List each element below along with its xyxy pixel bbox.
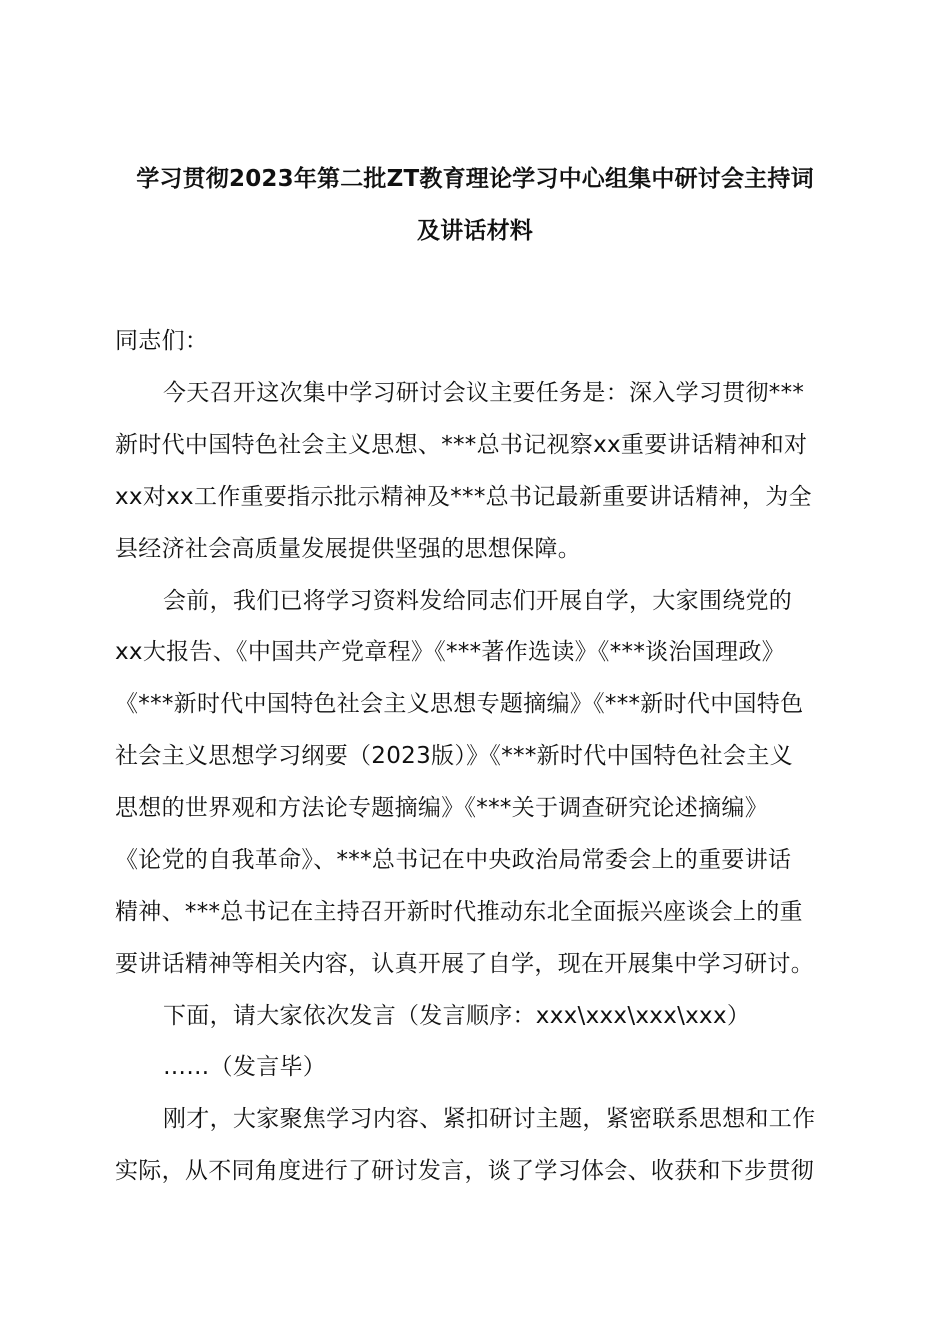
paragraph-2-line-3: 《***新时代中国特色社会主义思想专题摘编》《***新时代中国特色 <box>115 691 804 717</box>
paragraph-2-line-5: 思想的世界观和方法论专题摘编》《***关于调查研究论述摘编》 <box>115 795 768 821</box>
paragraph-2-line-2: xx大报告、《中国共产党章程》《***著作选读》《***谈治国理政》 <box>115 639 785 665</box>
document-title-line-2: 及讲话材料 <box>417 218 533 244</box>
paragraph-1-line-3: xx对xx工作重要指示批示精神及***总书记最新重要讲话精神，为全 <box>115 484 812 510</box>
paragraph-2-line-4: 社会主义思想学习纲要（2023版）》《***新时代中国特色社会主义 <box>115 743 793 769</box>
paragraph-5-line-1: 刚才，大家聚焦学习内容、紧扣研讨主题，紧密联系思想和工作 <box>163 1106 816 1132</box>
paragraph-2-line-7: 精神、***总书记在主持召开新时代推动东北全面振兴座谈会上的重 <box>115 899 803 925</box>
paragraph-1-line-1: 今天召开这次集中学习研讨会议主要任务是：深入学习贯彻*** <box>163 380 805 406</box>
paragraph-2-line-6: 《论党的自我革命》、***总书记在中央政治局常委会上的重要讲话 <box>115 847 792 873</box>
paragraph-2-line-1: 会前，我们已将学习资料发给同志们开展自学，大家围绕党的 <box>163 588 793 614</box>
paragraph-1-line-4: 县经济社会高质量发展提供坚强的思想保障。 <box>115 536 581 562</box>
paragraph-1-line-2: 新时代中国特色社会主义思想、***总书记视察xx重要讲话精神和对 <box>115 432 808 458</box>
paragraph-3-line-1: 下面，请大家依次发言（发言顺序：xxx\xxx\xxx\xxx） <box>163 1003 751 1029</box>
document-title-line-1: 学习贯彻2023年第二批ZT教育理论学习中心组集中研讨会主持词 <box>136 166 814 192</box>
paragraph-5-line-2: 实际，从不同角度进行了研讨发言，谈了学习体会、收获和下步贯彻 <box>115 1158 814 1184</box>
paragraph-4-line-1: ……（发言毕） <box>163 1054 327 1080</box>
paragraph-2-line-8: 要讲话精神等相关内容，认真开展了自学，现在开展集中学习研讨。 <box>115 951 814 977</box>
salutation: 同志们： <box>115 328 209 354</box>
